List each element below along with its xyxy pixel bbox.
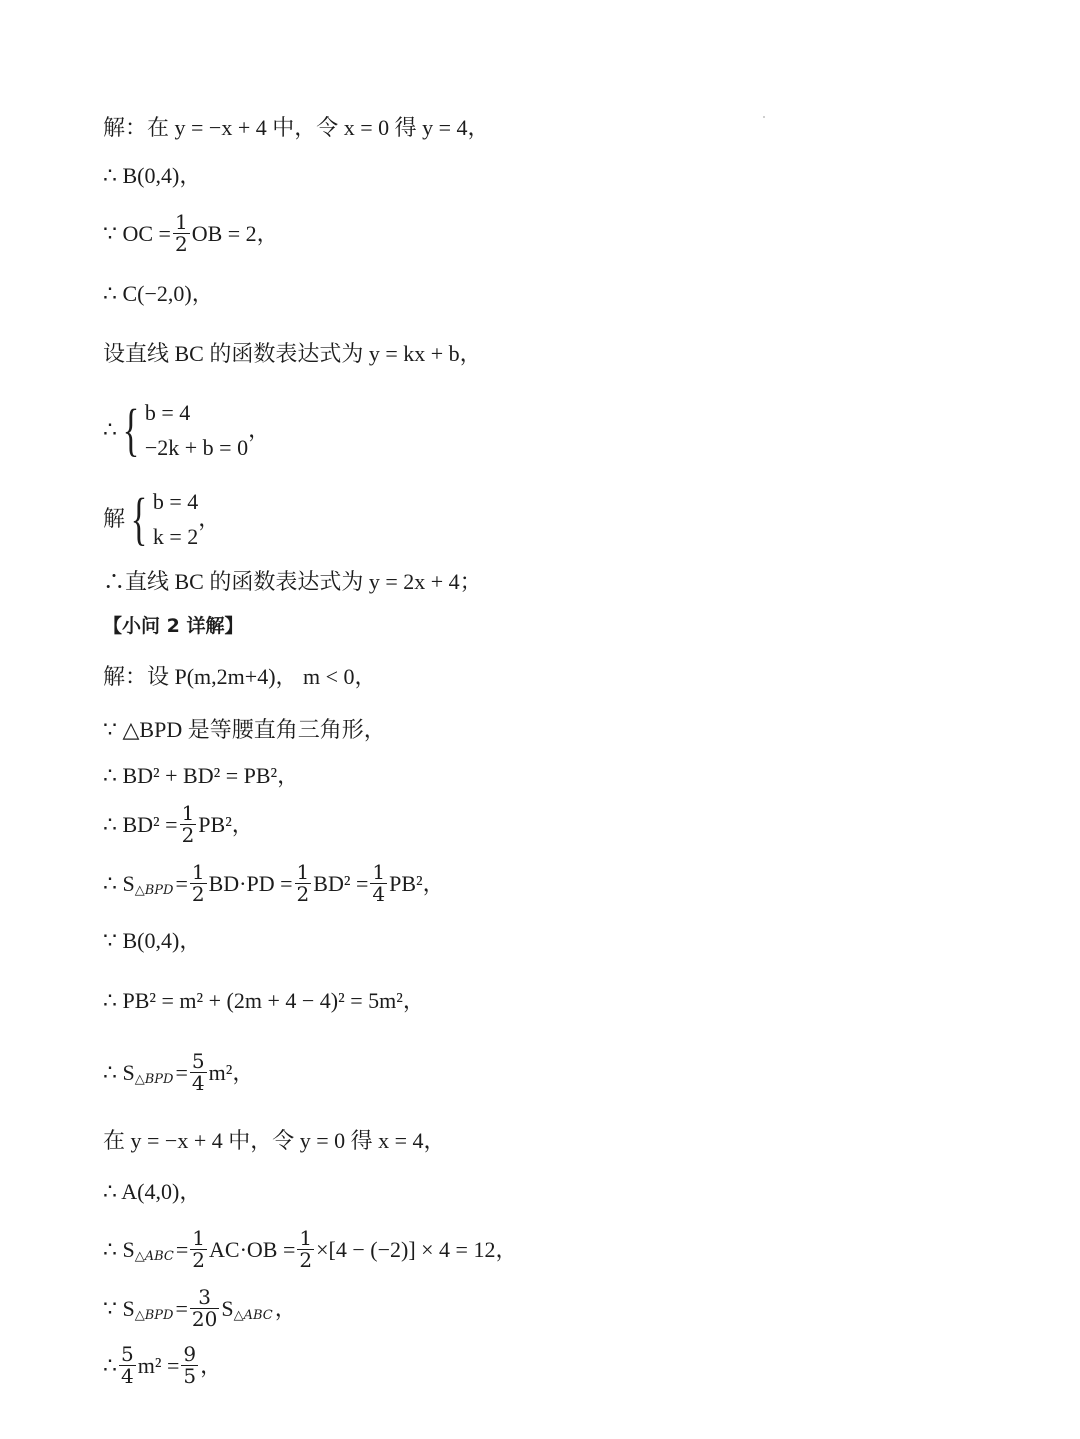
equation-system: ∴ { b = 4 −2k + b = 0 ， bbox=[103, 397, 271, 463]
solution-line: ∵ △BPD 是等腰直角三角形， bbox=[103, 717, 386, 742]
solution-line: ∵ OC = $\frac{1}{2}$ OB = 2， bbox=[103, 210, 279, 256]
equation-system: 解 { b = 4 k = 2 ， bbox=[103, 486, 221, 552]
solution-line: ∴ S △ABC = $\frac{1}{2}$ AC·OB = $\frac{1}{2}$ ×[4 − (−2)] × 4 = 12， bbox=[103, 1226, 518, 1272]
fraction: $\frac{5}{4}$ bbox=[121, 1342, 134, 1388]
solution-line: 设直线 BC 的函数表达式为 y = kx + b， bbox=[103, 341, 482, 366]
solution-line: ∵ B(0,4)， bbox=[103, 928, 202, 953]
solution-line: 在 y = −x + 4 中，令 y = 0 得 x = 4， bbox=[103, 1128, 446, 1153]
solution-line: ∴ A(4,0)， bbox=[103, 1179, 202, 1204]
solution-line: ∴ BD² = $\frac{1}{2}$ PB²， bbox=[103, 801, 254, 847]
solution-line: ∴ $\frac{5}{4}$ m² = $\frac{9}{5}$ ， bbox=[103, 1342, 223, 1388]
solution-line: ∴ PB² = m² + (2m + 4 − 4)² = 5m²， bbox=[103, 988, 425, 1013]
left-brace: { bbox=[130, 486, 148, 552]
fraction: $\frac{1}{2}$ bbox=[296, 860, 310, 906]
left-brace: { bbox=[122, 397, 140, 463]
fraction: $\frac{1}{4}$ bbox=[372, 860, 386, 906]
solution-line: ∴ S △BPD = $\frac{1}{2}$ BD·PD = $\frac{1}{2}$ BD² = $\frac{1}{4}$ PB²， bbox=[103, 860, 445, 906]
solution-line: ∵ S △BPD = $\frac{3}{20}$ S △ABC ， bbox=[103, 1285, 297, 1331]
fraction: $\frac{9}{5}$ bbox=[183, 1342, 197, 1388]
speck bbox=[763, 116, 765, 118]
solution-line: 解：设 P(m,2m+4)， m < 0， bbox=[103, 664, 377, 689]
solution-line: ∴ C(−2,0)， bbox=[103, 281, 214, 306]
fraction: $\frac{5}{4}$ bbox=[191, 1049, 205, 1095]
section-heading: 【小问 2 详解】 bbox=[103, 615, 244, 637]
fraction: $\frac{1}{2}$ bbox=[191, 860, 205, 906]
solution-line: ∴直线 BC 的函数表达式为 y = 2x + 4； bbox=[103, 569, 482, 594]
solution-line: ∴ BD² + BD² = PB²， bbox=[103, 763, 300, 788]
fraction: $\frac{1}{2}$ bbox=[174, 210, 188, 256]
fraction: $\frac{1}{2}$ bbox=[192, 1226, 206, 1272]
solution-line: 解：在 y = −x + 4 中，令 x = 0 得 y = 4， bbox=[103, 115, 490, 140]
fraction: $\frac{1}{2}$ bbox=[181, 801, 195, 847]
fraction: $\frac{3}{20}$ bbox=[191, 1285, 218, 1331]
fraction: $\frac{1}{2}$ bbox=[299, 1226, 313, 1272]
solution-line: ∴ B(0,4)， bbox=[103, 163, 202, 188]
solution-line: ∴ S △BPD = $\frac{5}{4}$ m²， bbox=[103, 1049, 255, 1095]
